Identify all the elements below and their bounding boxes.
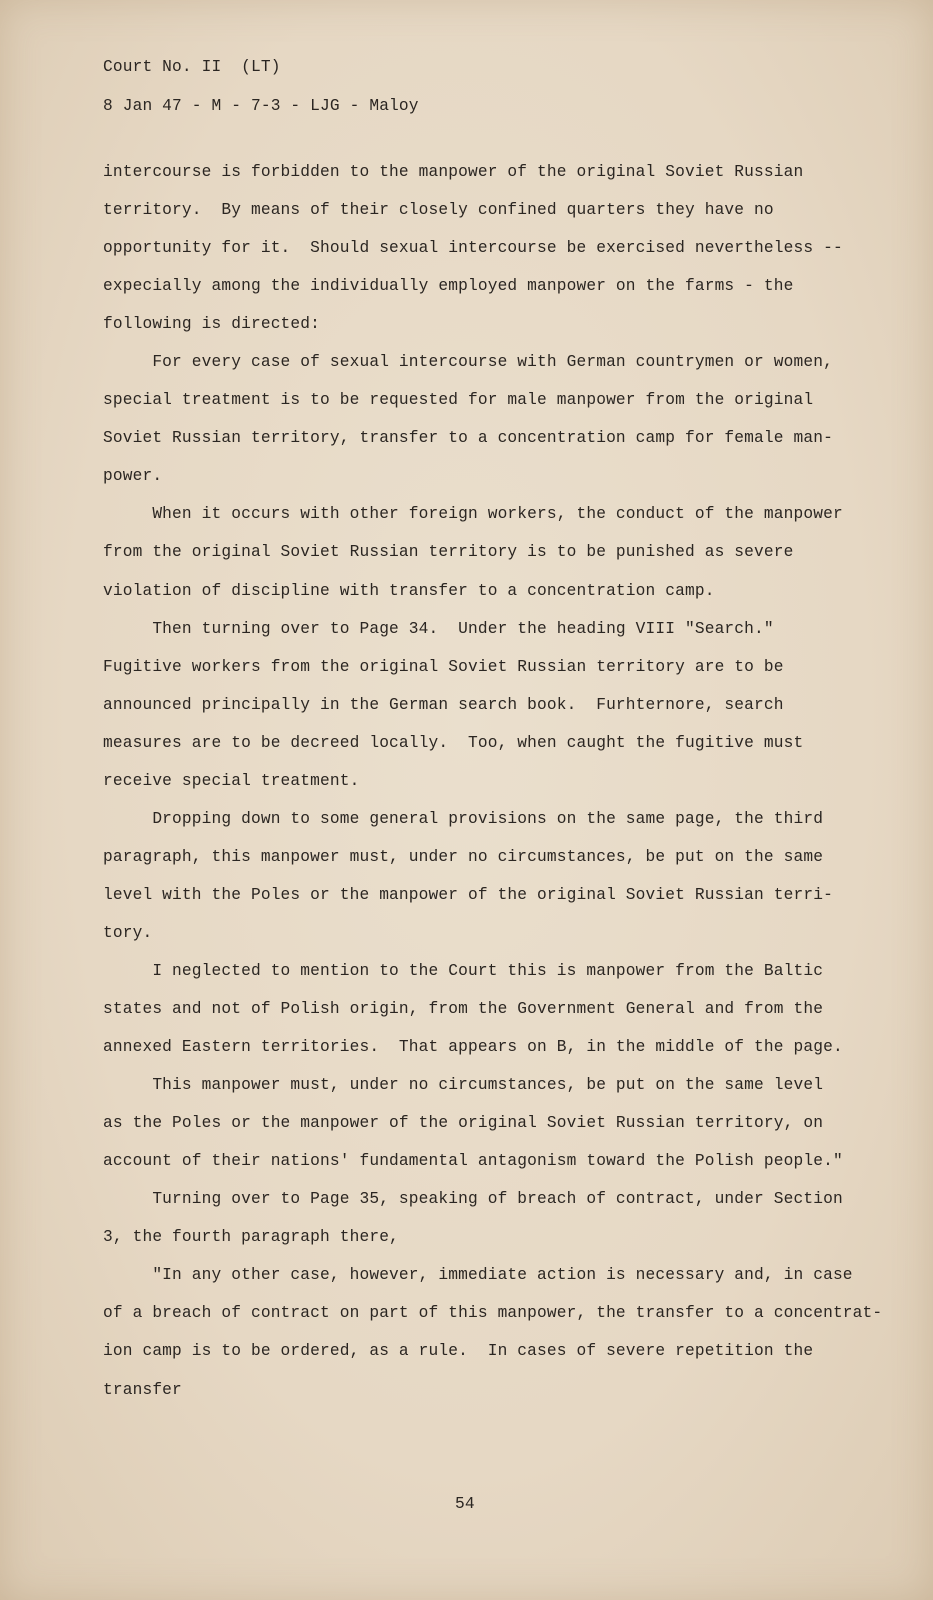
transcript-line: For every case of sexual intercourse with German countrymen or women, (103, 353, 833, 372)
transcript-body (103, 162, 903, 1418)
transcript-line: transfer (103, 1380, 182, 1399)
transcript-line: 3, the fourth paragraph there, (103, 1228, 399, 1247)
transcript-line: level with the Poles or the manpower of the original Soviet Russian terri- (103, 885, 833, 904)
transcript-line: territory. By means of their closely confined quarters they have no (103, 201, 774, 220)
transcript-line: special treatment is to be requested for male manpower from the original (103, 391, 814, 410)
transcript-line: power. (103, 467, 163, 486)
transcript-line: violation of discipline with transfer to a concentration camp. (103, 581, 715, 600)
transcript-line: paragraph, this manpower must, under no circumstances, be put on the same (103, 847, 824, 866)
transcript-line: measures are to be decreed locally. Too, when caught the fugitive must (103, 733, 804, 752)
transcript-line: account of their nations' fundamental antagonism toward the Polish people." (103, 1152, 843, 1171)
transcript-line: ion camp is to be ordered, as a rule. In cases of severe repetition the (103, 1342, 814, 1361)
transcript-line: This manpower must, under no circumstances, be put on the same level (103, 1076, 824, 1095)
transcript-line: tory. (103, 923, 153, 942)
transcript-line: Then turning over to Page 34. Under the heading VIII "Search." (103, 619, 774, 638)
transcript-line: expecially among the individually employed manpower on the farms - the (103, 277, 794, 296)
transcript-line: When it occurs with other foreign workers, the conduct of the manpower (103, 505, 843, 524)
page-number: 54 (455, 1495, 475, 1513)
transcript-line: Dropping down to some general provisions on the same page, the third (103, 809, 824, 828)
transcript-line: from the original Soviet Russian territory is to be punished as severe (103, 543, 794, 562)
transcript-line: announced principally in the German search book. Furhternore, search (103, 695, 784, 714)
transcript-line: "In any other case, however, immediate action is necessary and, in case (103, 1266, 853, 1285)
transcript-line: intercourse is forbidden to the manpower of the original Soviet Russian (103, 163, 804, 181)
transcript-line: Fugitive workers from the original Soviet Russian territory are to be (103, 657, 784, 676)
transcript-line: states and not of Polish origin, from the Government General and from the (103, 1000, 824, 1019)
transcript-line: annexed Eastern territories. That appears on B, in the middle of the page. (103, 1038, 843, 1057)
transcript-line: of a breach of contract on part of this manpower, the transfer to a concentrat- (103, 1304, 883, 1323)
transcript-line: as the Poles or the manpower of the original Soviet Russian territory, on (103, 1114, 824, 1133)
court-header: Court No. II (LT) (103, 58, 281, 76)
transcript-line: opportunity for it. Should sexual intercourse be exercised nevertheless -- (103, 239, 843, 258)
transcript-line: receive special treatment. (103, 771, 360, 790)
transcript-line: Turning over to Page 35, speaking of breach of contract, under Section (103, 1190, 843, 1209)
transcript-line: I neglected to mention to the Court this is manpower from the Baltic (103, 961, 824, 980)
transcript-line: Soviet Russian territory, transfer to a concentration camp for female man- (103, 429, 833, 448)
transcript-line: following is directed: (103, 315, 321, 334)
session-header: 8 Jan 47 - M - 7-3 - LJG - Maloy (103, 97, 419, 115)
